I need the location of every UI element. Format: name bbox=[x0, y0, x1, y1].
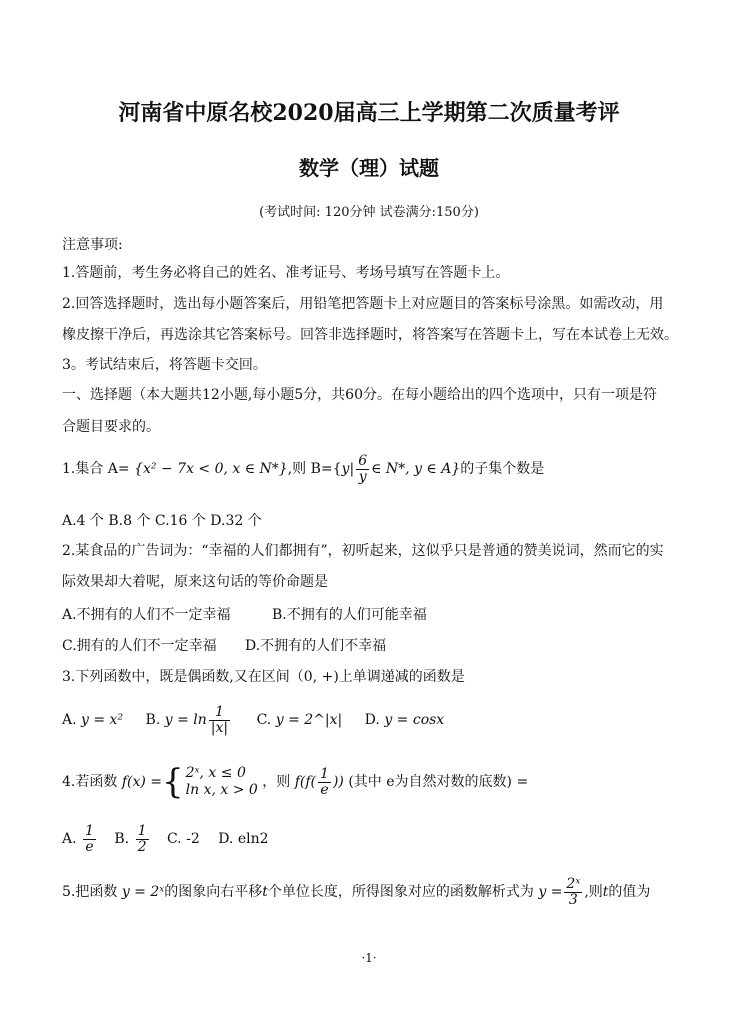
q4-a-fraction bbox=[83, 824, 96, 855]
question-1-options: A.4 个 B.8 个 C.16 个 D.32 个 bbox=[62, 513, 262, 529]
q5-expr2-fraction bbox=[564, 877, 582, 908]
note-line: 1.答题前，考生务必将自己的姓名、准考证号、考场号填写在答题卡上。 bbox=[62, 265, 510, 281]
section-heading-line: 合题目要求的。 bbox=[62, 419, 160, 435]
question-2-option-b: B.不拥有的人们可能幸福 bbox=[272, 607, 427, 623]
q4-case-1: 2ˣ, x ≤ 0 bbox=[185, 765, 246, 781]
q4-b-num: 1 bbox=[137, 822, 147, 839]
notes-heading: 注意事项: bbox=[62, 237, 123, 253]
q4-lead: 4.若函数 bbox=[62, 774, 118, 790]
q3-a-label: A. bbox=[62, 712, 77, 728]
note-line: 3。考试结束后，将答题卡交回。 bbox=[62, 357, 267, 373]
q1-tail: 的子集个数是 bbox=[460, 461, 545, 477]
exam-meta: (考试时间: 120分钟 试卷满分:150分) bbox=[259, 205, 479, 220]
q3-c-label: C. bbox=[256, 712, 272, 728]
q3-b-pre: y = ln bbox=[164, 712, 207, 728]
q5-expr1: y = 2ˣ bbox=[121, 884, 165, 900]
question-3-options bbox=[62, 703, 444, 737]
note-line: 2.回答选择题时，选出每小题答案后，用铅笔把答题卡上对应题目的答案标号涂黑。如需改动，用 bbox=[62, 296, 664, 312]
question-1-stem bbox=[62, 452, 544, 486]
q5-tail2: 的值为 bbox=[608, 884, 651, 900]
page-number: ·1· bbox=[361, 951, 377, 965]
q4-b-den: 2 bbox=[137, 838, 147, 855]
question-2-option-d: D.不拥有的人们不幸福 bbox=[245, 638, 387, 654]
q1-cond: ∈ N*, y ∈ A} bbox=[371, 461, 461, 477]
q4-then: ，则 bbox=[262, 774, 291, 790]
question-5-stem bbox=[62, 875, 650, 909]
q4-b-label: B. bbox=[114, 831, 130, 847]
exam-title: 河南省中原名校2020届高三上学期第二次质量考评 bbox=[118, 100, 620, 126]
question-2-option-c: C.拥有的人们不一定幸福 bbox=[62, 638, 217, 654]
q3-b-den: |x| bbox=[210, 719, 229, 736]
section-heading-line: 一、选择题（本大题共12小题,每小题5分，共60分。在每小题给出的四个选项中，只有一项是符 bbox=[62, 387, 657, 403]
q5-t: t bbox=[262, 884, 268, 900]
q4-case-2: ln x, x > 0 bbox=[185, 782, 258, 798]
q3-c-expr: y = 2^|x| bbox=[275, 712, 343, 728]
q4-b-fraction bbox=[136, 824, 149, 855]
q4-ff-fraction bbox=[318, 767, 331, 798]
q5-t-2: t bbox=[602, 884, 609, 900]
q5-lead: 5.把函数 bbox=[62, 884, 118, 900]
q4-a-num: 1 bbox=[85, 822, 94, 839]
q1-frac-den: y bbox=[358, 468, 367, 485]
q5-expr2-num: 2ˣ bbox=[566, 875, 581, 892]
q4-ff-num: 1 bbox=[320, 765, 329, 782]
q5-expr2-den: 3 bbox=[568, 891, 578, 908]
note-line: 橡皮擦干净后，再选涂其它答案标号。回答非选择题时，将答案写在答题卡上，写在本试卷上无效。 bbox=[62, 327, 678, 343]
q3-d-label: D. bbox=[364, 712, 380, 728]
q4-cases bbox=[186, 765, 258, 799]
q4-fx: f(x) = bbox=[121, 774, 162, 790]
left-brace-icon: { bbox=[162, 762, 184, 802]
q4-a-label: A. bbox=[62, 831, 77, 847]
q3-b-fraction bbox=[209, 705, 230, 736]
q1-fraction bbox=[356, 454, 369, 485]
q1-mid: ,则 B={ bbox=[287, 461, 342, 477]
question-2-stem: 2.某食品的广告词为：“幸福的人们都拥有”，初听起来，这似乎只是普通的赞美说词，然而它的实 bbox=[62, 543, 664, 559]
q4-ff-post: )) bbox=[332, 774, 344, 790]
q3-d-expr: y = cosx bbox=[384, 712, 445, 728]
question-2-stem: 际效果却大着呢，原来这句话的等价命题是 bbox=[62, 574, 328, 590]
q5-mid: 的图象向右平移 bbox=[164, 884, 263, 900]
question-4-options bbox=[62, 822, 269, 856]
q1-frac-num: 6 bbox=[358, 452, 368, 469]
exam-subtitle: 数学（理）试题 bbox=[299, 156, 439, 180]
question-4-stem bbox=[62, 762, 528, 802]
question-2-option-a: A.不拥有的人们不一定幸福 bbox=[62, 607, 231, 623]
q3-b-num: 1 bbox=[209, 705, 230, 721]
q1-bar: | bbox=[349, 461, 355, 477]
q1-set-a: {x² − 7x < 0, x ∈ N*} bbox=[134, 461, 288, 477]
q1-lead: 1.集合 A= bbox=[62, 461, 130, 477]
q4-a-den: e bbox=[85, 838, 94, 855]
q3-a-expr: y = x² bbox=[81, 712, 124, 728]
question-3-stem: 3.下列函数中，既是偶函数,又在区间（0, +)上单调递减的函数是 bbox=[62, 669, 465, 685]
q4-tail: (其中 e为自然对数的底数) = bbox=[348, 774, 529, 790]
q4-ff-den: e bbox=[320, 781, 329, 798]
q1-y: y bbox=[341, 461, 350, 477]
q5-mid2: 个单位长度，所得图象对应的函数解析式为 bbox=[267, 884, 534, 900]
q4-ff-pre: f(f( bbox=[294, 774, 317, 790]
q3-b-label: B. bbox=[145, 712, 161, 728]
q4-option-c: C. -2 bbox=[166, 831, 200, 847]
q5-expr2-pre: y = bbox=[538, 884, 563, 900]
q5-tail: ,则 bbox=[584, 884, 603, 900]
q4-option-d: D. eln2 bbox=[218, 831, 269, 847]
